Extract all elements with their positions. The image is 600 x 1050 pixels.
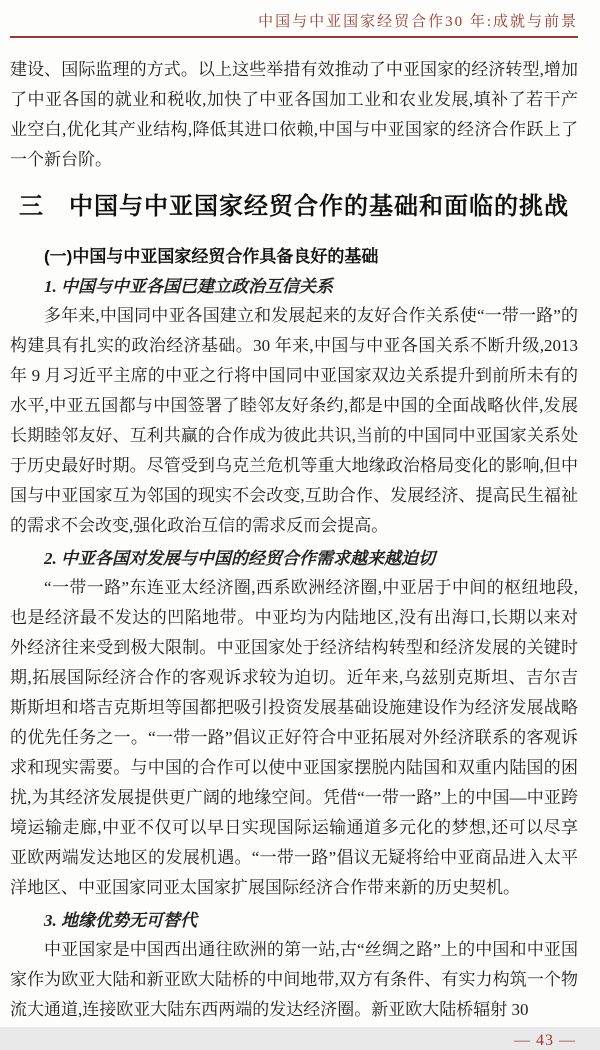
subsection-paragraph-1: 多年来,中国同中亚各国建立和发展起来的友好合作关系使“一带一路”的构建具有扎实的政治经济基础。30 年来,中国与中亚各国关系不断升级,2013 年 9 月习近平主席的中亚之行将中国同中亚国家双边关系提升到前所未有的水平,中亚五国都与中国签署了睦邻友好条约,都是中国的全面战略伙伴,发展长期睦邻友好、互利共赢的合作成为彼此共识,当前的中国同中亚国家关系处于历史最好时期。尽管受到乌克兰危机等重大地缘政治格局变化的影响,但中国与中亚国家互为邻国的现实不会改变,互助合作、发展经济、提高民生福祉的需求不会改变,强化政治互信的需求反而会提高。 bbox=[10, 306, 578, 535]
header-rule bbox=[10, 36, 578, 38]
section-heading: (一)中国与中亚国家经贸合作具备良好的基础 bbox=[44, 247, 379, 266]
subsection-heading-3: 3. 地缘优势无可替代 bbox=[44, 911, 197, 930]
subsection-paragraph-2: “一带一路”东连亚太经济圈,西系欧洲经济圈,中亚居于中间的枢纽地段,也是经济最不发达的凹陷地带。中亚均为内陆地区,没有出海口,长期以来对外经济往来受到极大限制。中亚国家处于经济结构转型和经济发展的关键时期,拓展国际经济合作的客观诉求较为迫切。近年来,乌兹别克斯坦、吉尔吉斯斯坦和塔吉克斯坦等国都把吸引投资发展基础设施建设作为经济发展战略的优先任务之一。“一带一路”倡议正好符合中亚拓展对外经济联系的客观诉求和现实需要。与中国的合作可以使中亚国家摆脱内陆国和双重内陆国的困扰,为其经济发展提供更广阔的地缘空间。凭借“一带一路”上的中国—中亚跨境运输走廊,中亚不仅可以早日实现国际运输通道多元化的梦想,还可以尽享亚欧两端发达地区的发展机遇。“一带一路”倡议无疑将给中亚商品进入太平洋地区、中亚国家同亚太国家扩展国际经济合作带来新的历史契机。 bbox=[10, 578, 578, 897]
chapter-heading: 三 中国与中亚国家经贸合作的基础和面临的挑战 bbox=[19, 193, 569, 220]
running-head-title: 中国与中亚国家经贸合作30 年:成就与前景 bbox=[258, 14, 578, 30]
page-number: — 43 — bbox=[514, 1032, 576, 1049]
subsection-heading-2: 2. 中亚各国对发展与中国的经贸合作需求越来越迫切 bbox=[44, 549, 435, 568]
continuation-paragraph: 建设、国际监理的方式。以上这些举措有效推动了中亚国家的经济转型,增加了中亚各国的就业和税收,加快了中亚各国加工业和农业发展,填补了若干产业空白,优化其产业结构,降低其进口依赖,中国与中亚国家的经济合作跃上了一个新台阶。 bbox=[10, 60, 578, 169]
subsection-paragraph-3: 中亚国家是中国西出通往欧洲的第一站,古“丝绸之路”上的中国和中亚国家作为欧亚大陆和新亚欧大陆桥的中间地带,双方有条件、有实力构筑一个物流大通道,连接欧亚大陆东西两端的发达经济圈。新亚欧大陆桥辐射 30 bbox=[10, 940, 578, 1019]
subsection-heading-1: 1. 中国与中亚各国已建立政治互信关系 bbox=[44, 277, 333, 296]
